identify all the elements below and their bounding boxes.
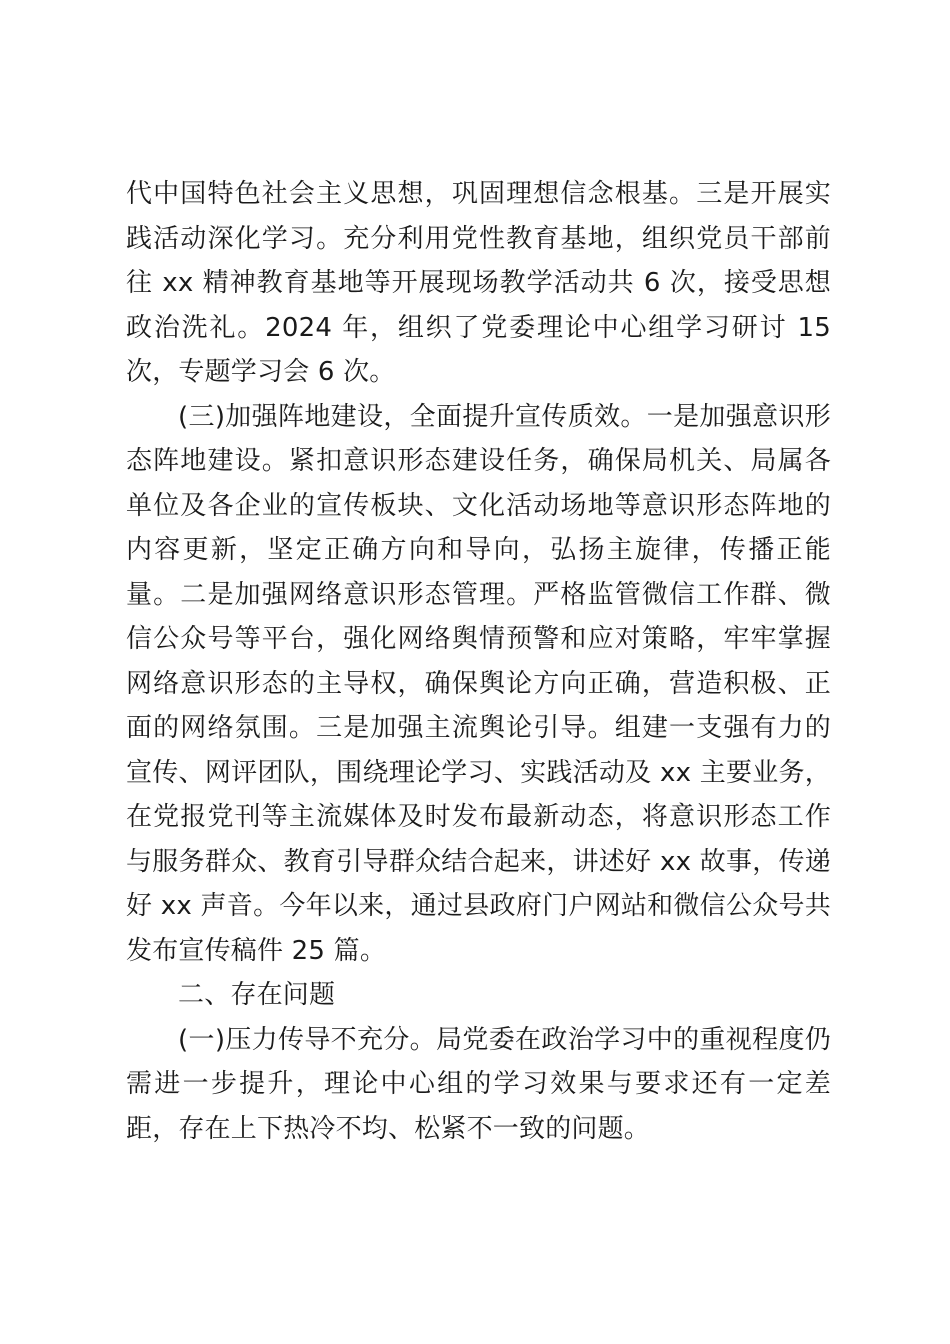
paragraph-continuation: 代中国特色社会主义思想，巩固理想信念根基。三是开展实践活动深化学习。充分利用党性教育基地，组织党员干部前往 xx 精神教育基地等开展现场教学活动共 6 次，接受思想政治洗礼。2024 年，组织了党委理论中心组学习研讨 15 次，专题学习会 6 次。	[126, 179, 831, 387]
paragraph-problem-one: (一)压力传导不充分。局党委在政治学习中的重视程度仍需进一步提升，理论中心组的学习效果与要求还有一定差距，存在上下热冷不均、松紧不一致的问题。	[126, 1024, 831, 1144]
document-body	[126, 172, 831, 1151]
section-heading-problems: 二、存在问题	[178, 980, 336, 1010]
paragraph-section-three: (三)加强阵地建设，全面提升宣传质效。一是加强意识形态阵地建设。紧扣意识形态建设任务，确保局机关、局属各单位及各企业的宣传板块、文化活动场地等意识形态阵地的内容更新，坚定正确方向和导向，弘扬主旋律，传播正能量。二是加强网络意识形态管理。严格监管微信工作群、微信公众号等平台，强化网络舆情预警和应对策略，牢牢掌握网络意识形态的主导权，确保舆论方向正确，营造积极、正面的网络氛围。三是加强主流舆论引导。组建一支强有力的宣传、网评团队，围绕理论学习、实践活动及 xx 主要业务，在党报党刊等主流媒体及时发布最新动态，将意识形态工作与服务群众、教育引导群众结合起来，讲述好 xx 故事，传递好 xx 声音。今年以来，通过县政府门户网站和微信公众号共发布宣传稿件 25 篇。	[126, 401, 831, 966]
